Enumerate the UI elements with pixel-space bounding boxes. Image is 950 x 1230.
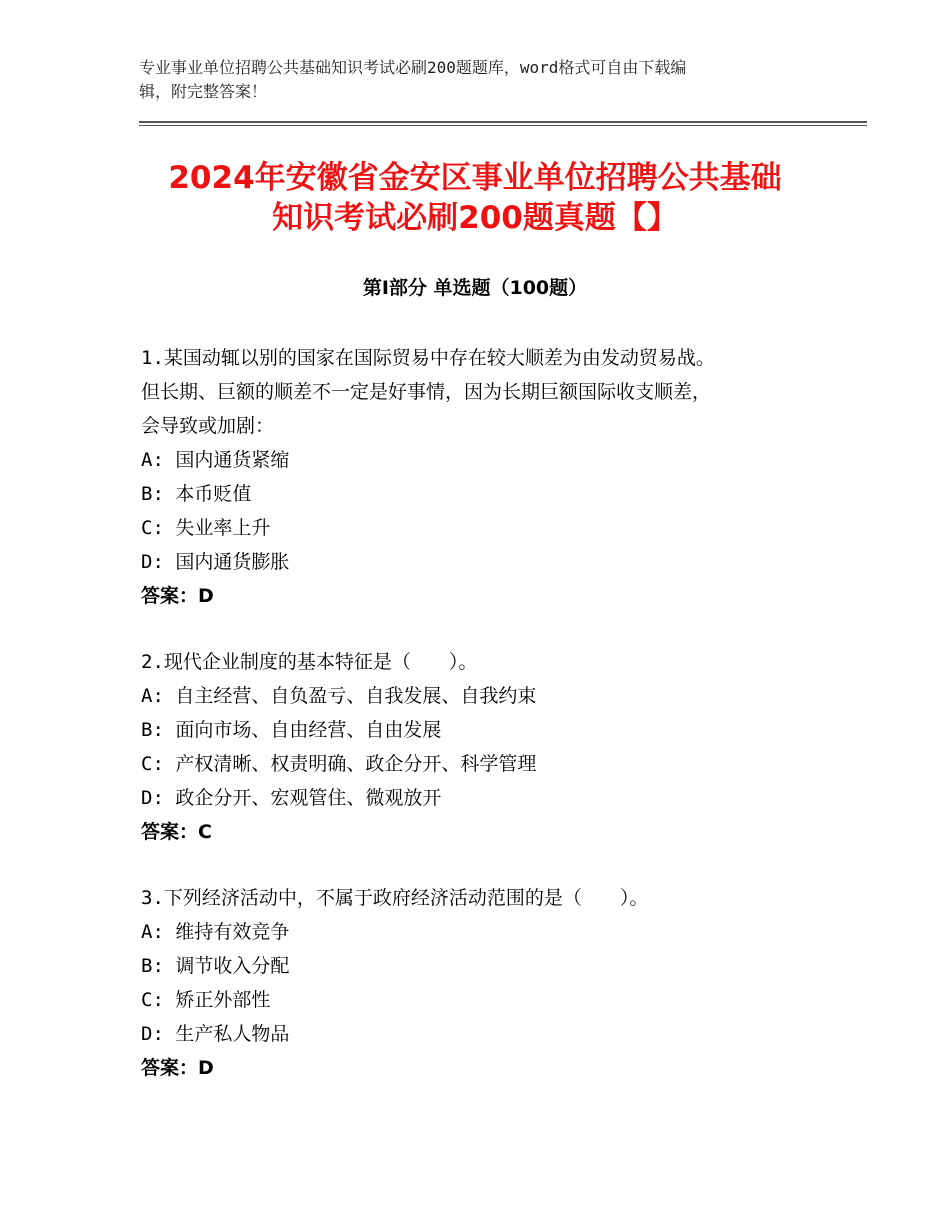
section-heading: 第Ⅰ部分 单选题（100题） [362,277,588,299]
header-note [139,56,799,104]
option-b: B: 调节收入分配 [141,955,290,977]
answer: 答案：D [141,1057,214,1079]
question-1 [141,341,801,613]
question-stem-line: 1.某国动辄以别的国家在国际贸易中存在较大顺差为由发动贸易战。 [141,347,715,369]
question-stem-line: 但长期、巨额的顺差不一定是好事情，因为长期巨额国际收支顺差， [141,381,712,403]
question-stem-line: 3.下列经济活动中，不属于政府经济活动范围的是（ ）。 [141,887,649,909]
answer: 答案：C [141,821,212,843]
question-stem-line: 2.现代企业制度的基本特征是（ ）。 [141,651,478,673]
option-b: B: 本币贬值 [141,483,252,505]
document-title [139,158,811,238]
document-title-line-2: 知识考试必刷200题真题【】 [272,200,678,236]
header-divider-thick [139,121,867,123]
option-c: C: 产权清晰、权责明确、政企分开、科学管理 [141,753,537,775]
answer: 答案：D [141,585,214,607]
question-3 [141,881,801,1085]
option-a: A: 维持有效竞争 [141,921,290,943]
option-c: C: 矫正外部性 [141,989,271,1011]
option-d: D: 生产私人物品 [141,1023,290,1045]
document-title-line-1: 2024年安徽省金安区事业单位招聘公共基础 [168,160,782,196]
question-stem-line: 会导致或加剧： [141,415,275,437]
option-b: B: 面向市场、自由经营、自由发展 [141,719,442,741]
option-a: A: 自主经营、自负盈亏、自我发展、自我约束 [141,685,537,707]
option-a: A: 国内通货紧缩 [141,449,290,471]
header-note-line-2: 辑，附完整答案！ [139,82,268,101]
option-c: C: 失业率上升 [141,517,271,539]
option-d: D: 政企分开、宏观管住、微观放开 [141,787,442,809]
header-note-line-1: 专业事业单位招聘公共基础知识考试必刷200题题库，word格式可自由下载编 [139,58,687,77]
question-2 [141,645,801,849]
question-list [141,341,801,1117]
option-d: D: 国内通货膨胀 [141,551,290,573]
header-divider-thin [139,125,867,126]
